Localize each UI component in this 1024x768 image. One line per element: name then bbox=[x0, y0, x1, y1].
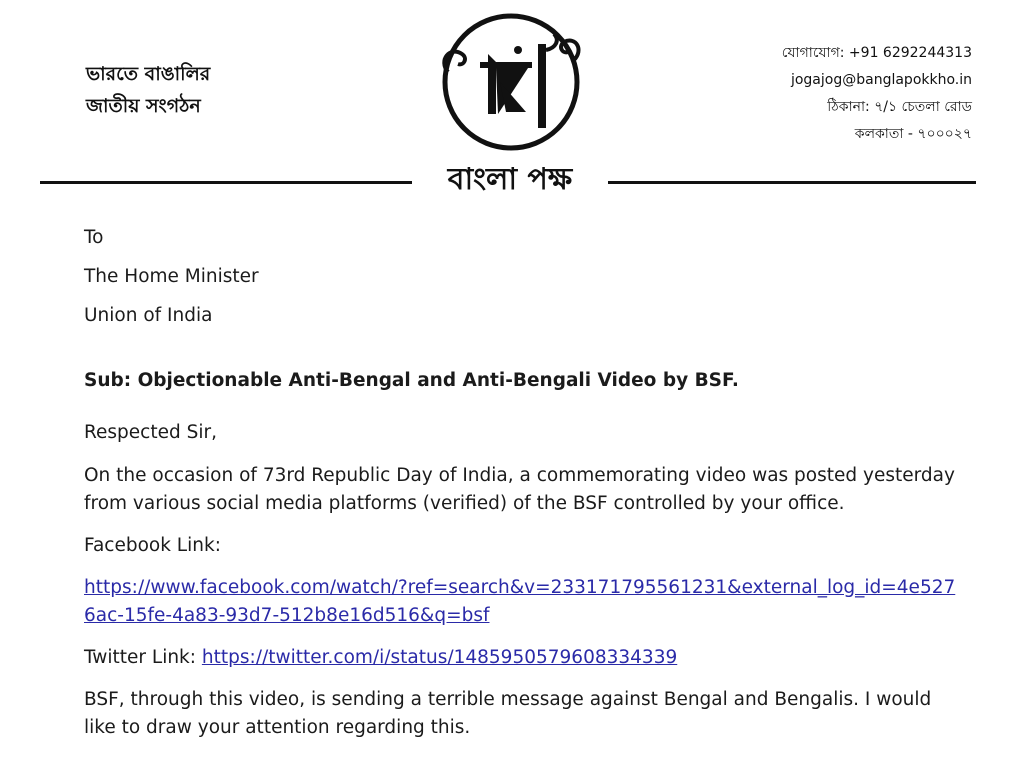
facebook-link-block bbox=[84, 574, 964, 630]
recipient-title: The Home Minister bbox=[84, 266, 259, 287]
header-divider-left bbox=[40, 181, 412, 184]
paragraph-concern: BSF, through this video, is sending a terrible message against Bengal and Bengalis. I would like to draw your attention regarding this. bbox=[84, 689, 932, 738]
recipient-org: Union of India bbox=[84, 305, 213, 326]
org-tagline-line-2: জাতীয় সংগঠন bbox=[86, 95, 201, 117]
letter-to: To bbox=[84, 227, 104, 248]
contact-phone: যোগাযোগ: +91 6292244313 bbox=[781, 45, 972, 61]
contact-block bbox=[782, 40, 972, 148]
logo-emblem-icon bbox=[436, 10, 586, 160]
twitter-link[interactable]: https://twitter.com/i/status/1485950579608334339 bbox=[201, 647, 678, 668]
org-tagline bbox=[86, 58, 210, 122]
contact-address-line-1: ঠিকানা: ৭/১ চেতলা রোড bbox=[827, 99, 972, 115]
brand-name: বাংলা পক্ষ bbox=[447, 162, 573, 197]
contact-address-line-2: কলকাতা - ৭০০০২৭ bbox=[854, 126, 972, 142]
contact-email[interactable]: jogajog@banglapokkho.in bbox=[790, 72, 972, 88]
facebook-label: Facebook Link: bbox=[84, 535, 221, 556]
org-tagline-line-1: ভারতে বাঙালির bbox=[86, 63, 211, 85]
header-divider-right bbox=[608, 181, 976, 184]
letter-subject: Sub: Objectionable Anti-Bengal and Anti-Bengali Video by BSF. bbox=[84, 370, 739, 391]
twitter-line bbox=[84, 644, 964, 672]
salutation: Respected Sir, bbox=[84, 422, 217, 443]
paragraph-intro: On the occasion of 73rd Republic Day of India, a commemorating video was posted yesterday from various social media platforms (verified) of the BSF controlled by your office. bbox=[84, 465, 955, 514]
organization-logo bbox=[436, 10, 586, 160]
letter-body bbox=[84, 224, 964, 742]
twitter-label: Twitter Link: bbox=[84, 647, 202, 668]
facebook-link[interactable]: https://www.facebook.com/watch/?ref=search&v=233171795561231&external_log_id=4e5276ac-15fe-4a83-93d7-512b8e16d516&q=bsf bbox=[84, 577, 956, 626]
